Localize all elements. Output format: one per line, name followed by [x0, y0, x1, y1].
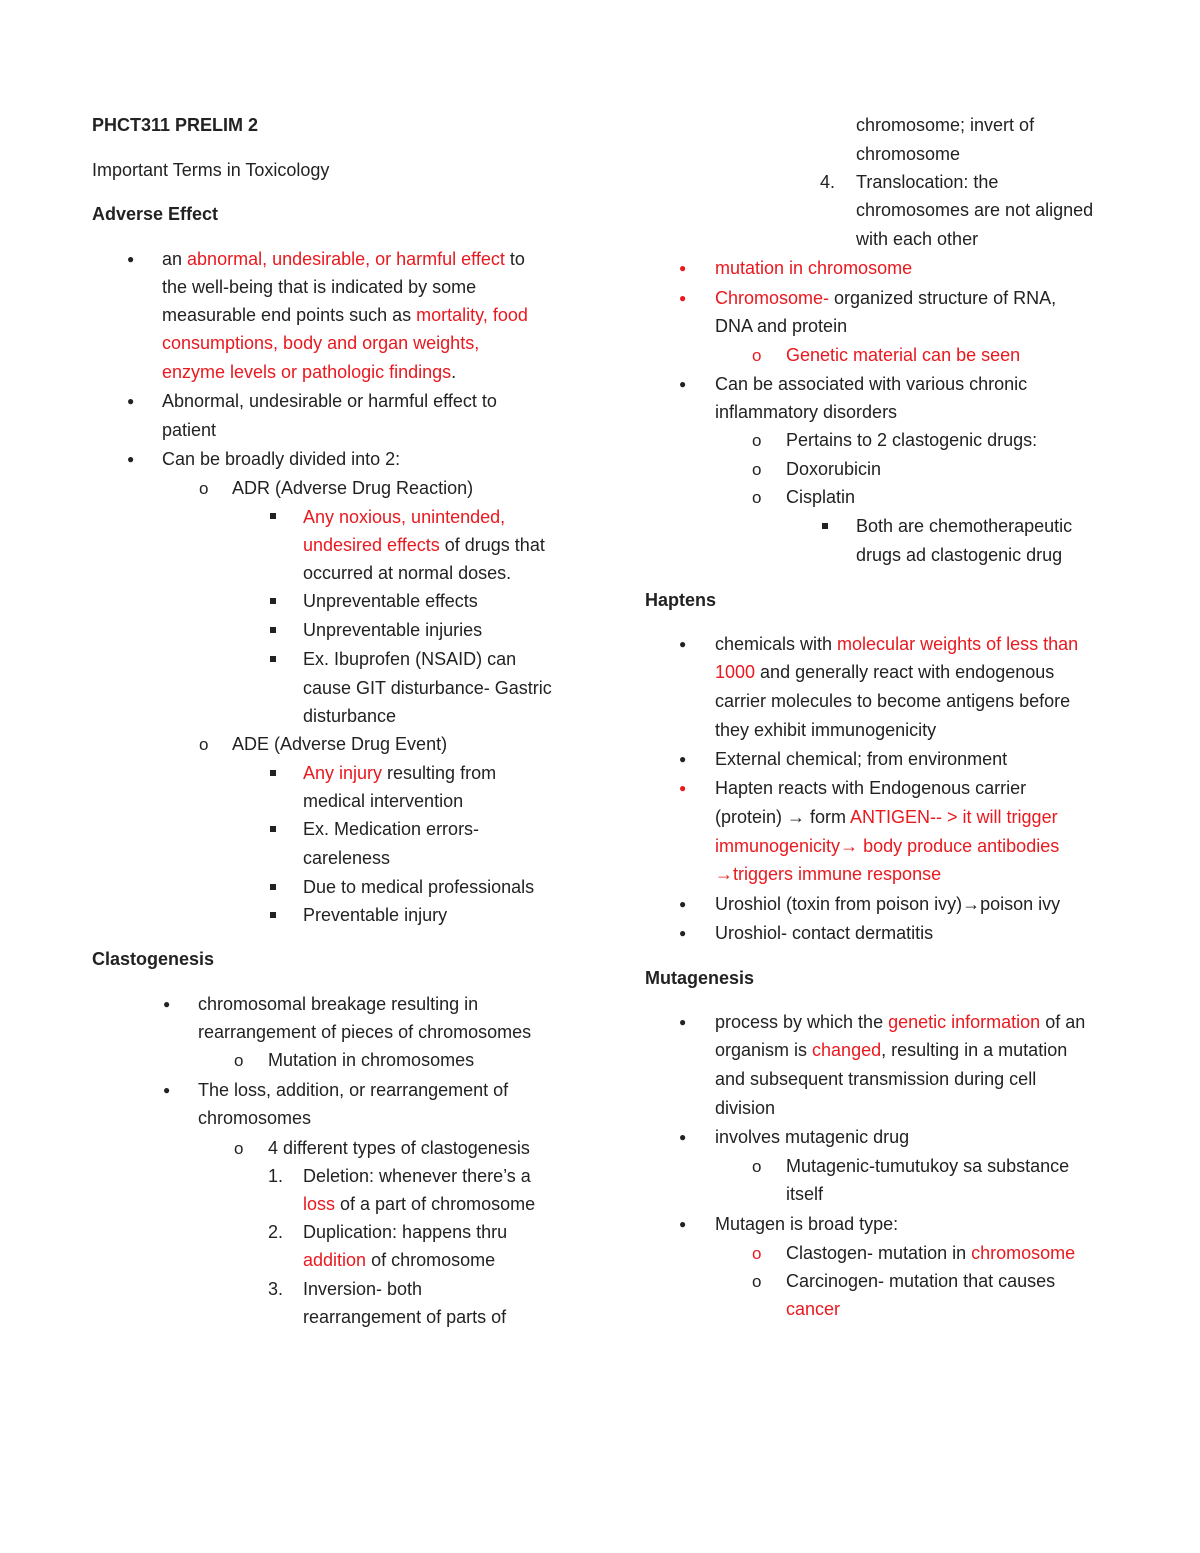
clastogenesis-heading: Clastogenesis — [92, 949, 215, 969]
adverse-b1-line4: consumptions, body and organ weights, — [162, 333, 480, 353]
circle-bullet-icon: o — [752, 460, 762, 479]
muta-b1-line1: process by which the genetic information of an — [715, 1012, 1086, 1032]
haptens-b3-line2: (protein) → form ANTIGEN-- > it will trigger — [715, 807, 1058, 827]
square-bullet-icon — [270, 598, 276, 604]
bullet-icon: ● — [679, 781, 687, 795]
square-bullet-icon — [270, 627, 276, 633]
clasto-n3-line1: Inversion- both — [303, 1279, 423, 1299]
adverse-b2-line1: Abnormal, undesirable or harmful effect to — [162, 391, 497, 411]
clasto-sub2: 4 different types of clastogenesis — [268, 1138, 530, 1158]
haptens-b1-line4: they exhibit immunogenicity — [715, 720, 937, 740]
haptens-b1-line2: 1000 and generally react with endogenous — [715, 662, 1055, 682]
circle-bullet-icon: o — [752, 1272, 762, 1291]
list-number: 1. — [268, 1166, 284, 1186]
bullet-icon: ● — [679, 291, 687, 305]
circle-bullet-icon: o — [752, 346, 762, 365]
clasto-sq-line2: drugs ad clastogenic drug — [856, 545, 1063, 565]
arrow-right-icon: → — [962, 894, 981, 914]
clasto-n4-line3: with each other — [856, 229, 979, 249]
clasto-b2-line2: chromosomes — [198, 1108, 312, 1128]
adverse-b2-line2: patient — [162, 420, 217, 440]
bullet-icon: ● — [679, 897, 687, 911]
haptens-b3-line3: immunogenicity→ body produce antibodies — [715, 836, 1060, 856]
muta-s3-line2: cancer — [786, 1299, 841, 1319]
haptens-b5: Uroshiol- contact dermatitis — [715, 923, 934, 943]
adverse-b1-line3: measurable end points such as mortality, food — [162, 305, 528, 325]
muta-b1-line4: division — [715, 1098, 776, 1118]
circle-bullet-icon: o — [199, 479, 209, 498]
mutagenesis-heading: Mutagenesis — [645, 968, 755, 988]
muta-s1-line1: Mutagenic-tumutukoy sa substance — [786, 1156, 1070, 1176]
bullet-icon: ● — [679, 1217, 687, 1231]
ade-i2-line2: careleness — [303, 848, 391, 868]
clasto-rb1: mutation in chromosome — [715, 258, 913, 278]
bullet-icon: ● — [679, 377, 687, 391]
clasto-b3-line1: Can be associated with various chronic — [715, 374, 1028, 394]
square-bullet-icon — [270, 656, 276, 662]
circle-bullet-icon: o — [752, 488, 762, 507]
square-bullet-icon — [270, 912, 276, 918]
ade-i3: Due to medical professionals — [303, 877, 535, 897]
circle-bullet-icon: o — [752, 1244, 762, 1263]
clasto-n2-line2: addition of chromosome — [303, 1250, 496, 1270]
clasto-rb2-line2: DNA and protein — [715, 316, 848, 336]
bullet-icon: ● — [679, 752, 687, 766]
adr-i1-line3: occurred at normal doses. — [303, 563, 512, 583]
bullet-icon: ● — [163, 1083, 171, 1097]
circle-bullet-icon: o — [752, 431, 762, 450]
list-number: 2. — [268, 1222, 284, 1242]
muta-s2: Clastogen- mutation in chromosome — [786, 1243, 1076, 1263]
adr-i1-line1: Any noxious, unintended, — [303, 507, 506, 527]
clasto-n3-line3: chromosome; invert of — [856, 115, 1035, 135]
haptens-b2: External chemical; from environment — [715, 749, 1008, 769]
clasto-b3-line2: inflammatory disorders — [715, 402, 898, 422]
square-bullet-icon — [270, 884, 276, 890]
bullet-icon: ● — [127, 252, 135, 266]
circle-bullet-icon: o — [199, 735, 209, 754]
haptens-b3-line1: Hapten reacts with Endogenous carrier — [715, 778, 1027, 798]
clasto-rsub: Genetic material can be seen — [786, 345, 1021, 365]
square-bullet-icon — [270, 513, 276, 519]
haptens-b1-line3: carrier molecules to become antigens before — [715, 691, 1071, 711]
clasto-b1-line2: rearrangement of pieces of chromosomes — [198, 1022, 532, 1042]
clasto-s3: Cisplatin — [786, 487, 856, 507]
list-number: 3. — [268, 1279, 284, 1299]
ade-label: ADE (Adverse Drug Event) — [232, 734, 448, 754]
clasto-n1-line2: loss of a part of chromosome — [303, 1194, 536, 1214]
ade-i1-line2: medical intervention — [303, 791, 464, 811]
clasto-b2-line1: The loss, addition, or rearrangement of — [198, 1080, 509, 1100]
clasto-n3-line4: chromosome — [856, 144, 961, 164]
square-bullet-icon — [822, 523, 828, 529]
adverse-b1-line5: enzyme levels or pathologic findings. — [162, 362, 457, 382]
clasto-s1: Pertains to 2 clastogenic drugs: — [786, 430, 1038, 450]
adr-i3: Unpreventable injuries — [303, 620, 483, 640]
bullet-icon: ● — [127, 394, 135, 408]
bullet-icon: ● — [679, 1015, 687, 1029]
adverse-b3: Can be broadly divided into 2: — [162, 449, 401, 469]
ade-i2-line1: Ex. Medication errors- — [303, 819, 480, 839]
bullet-icon: ● — [679, 261, 687, 275]
clasto-n1-line1: Deletion: whenever there’s a — [303, 1166, 531, 1186]
bullet-icon: ● — [679, 926, 687, 940]
square-bullet-icon — [270, 826, 276, 832]
document-subtitle: Important Terms in Toxicology — [92, 160, 330, 180]
ade-i4: Preventable injury — [303, 905, 448, 925]
adr-i2: Unpreventable effects — [303, 591, 478, 611]
bullet-icon: ● — [679, 1130, 687, 1144]
clasto-s2: Doxorubicin — [786, 459, 882, 479]
document-title: PHCT311 PRELIM 2 — [92, 115, 259, 135]
ade-i1-line1: Any injury resulting from — [303, 763, 497, 783]
muta-b1-line3: and subsequent transmission during cell — [715, 1069, 1037, 1089]
clasto-n2-line1: Duplication: happens thru — [303, 1222, 508, 1242]
circle-bullet-icon: o — [752, 1157, 762, 1176]
arrow-right-icon: → — [787, 807, 806, 827]
adr-label: ADR (Adverse Drug Reaction) — [232, 478, 474, 498]
muta-s1-line2: itself — [786, 1184, 824, 1204]
clasto-n3-line2: rearrangement of parts of — [303, 1307, 507, 1327]
adverse-b1-line1: an abnormal, undesirable, or harmful effect to — [162, 249, 525, 269]
clasto-b1-line1: chromosomal breakage resulting in — [198, 994, 479, 1014]
muta-b1-line2: organism is changed, resulting in a mutation — [715, 1040, 1068, 1060]
adr-i1-line2: undesired effects of drugs that — [303, 535, 545, 555]
adr-i4-line3: disturbance — [303, 706, 397, 726]
clasto-rb2-line1: Chromosome- organized structure of RNA, — [715, 288, 1057, 308]
bullet-icon: ● — [127, 452, 135, 466]
muta-b3: Mutagen is broad type: — [715, 1214, 899, 1234]
adr-i4-line2: cause GIT disturbance- Gastric — [303, 678, 552, 698]
haptens-b4: Uroshiol (toxin from poison ivy)→poison ivy — [715, 894, 1061, 914]
muta-s3-line1: Carcinogen- mutation that causes — [786, 1271, 1056, 1291]
circle-bullet-icon: o — [234, 1051, 244, 1070]
adverse-b1-line2: the well-being that is indicated by some — [162, 277, 477, 297]
haptens-b3-line4: →triggers immune response — [715, 864, 942, 884]
muta-b2: involves mutagenic drug — [715, 1127, 910, 1147]
clasto-sq-line1: Both are chemotherapeutic — [856, 516, 1073, 536]
circle-bullet-icon: o — [234, 1139, 244, 1158]
clasto-n4-line2: chromosomes are not aligned — [856, 200, 1094, 220]
bullet-icon: ● — [163, 997, 171, 1011]
adr-i4-line1: Ex. Ibuprofen (NSAID) can — [303, 649, 517, 669]
clasto-sub1: Mutation in chromosomes — [268, 1050, 475, 1070]
haptens-heading: Haptens — [645, 590, 717, 610]
clasto-n4-line1: Translocation: the — [856, 172, 999, 192]
list-number: 4. — [820, 172, 836, 192]
bullet-icon: ● — [679, 637, 687, 651]
adverse-effect-heading: Adverse Effect — [92, 204, 219, 224]
haptens-b1-line1: chemicals with molecular weights of less than — [715, 634, 1079, 654]
square-bullet-icon — [270, 770, 276, 776]
